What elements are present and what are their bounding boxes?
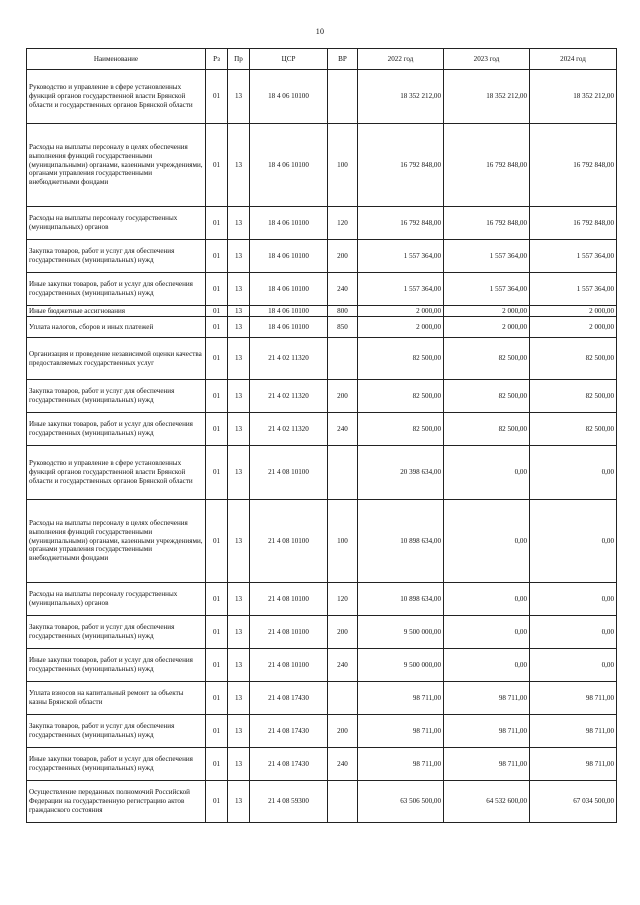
row-amount-2023: 1 557 364,00 — [444, 240, 530, 273]
row-amount-2022: 63 506 500,00 — [358, 781, 444, 823]
table-row — [27, 500, 617, 583]
row-vr: 200 — [328, 240, 358, 273]
row-rz: 01 — [206, 273, 228, 306]
row-name: Осуществление переданных полномочий Российской Федерации на государственную регистрацию актов гражданского состояния — [27, 781, 206, 823]
row-rz: 01 — [206, 380, 228, 413]
row-amount-2022: 82 500,00 — [358, 338, 444, 380]
row-amount-2022: 2 000,00 — [358, 306, 444, 317]
row-amount-2023: 16 792 848,00 — [444, 124, 530, 207]
row-amount-2024: 0,00 — [530, 616, 617, 649]
row-amount-2022: 10 898 634,00 — [358, 583, 444, 616]
row-csr: 21 4 08 10100 — [250, 500, 328, 583]
row-vr — [328, 338, 358, 380]
row-vr: 240 — [328, 273, 358, 306]
row-vr — [328, 781, 358, 823]
row-csr: 21 4 08 17430 — [250, 682, 328, 715]
row-vr: 120 — [328, 207, 358, 240]
row-amount-2024: 2 000,00 — [530, 317, 617, 338]
row-vr: 200 — [328, 380, 358, 413]
row-rz: 01 — [206, 682, 228, 715]
row-pr: 13 — [228, 124, 250, 207]
header-pr: Пр — [228, 49, 250, 70]
table-row — [27, 413, 617, 446]
row-amount-2024: 82 500,00 — [530, 380, 617, 413]
row-csr: 18 4 06 10100 — [250, 240, 328, 273]
row-amount-2022: 1 557 364,00 — [358, 273, 444, 306]
row-pr: 13 — [228, 583, 250, 616]
row-pr: 13 — [228, 715, 250, 748]
table-row — [27, 338, 617, 380]
row-rz: 01 — [206, 781, 228, 823]
row-amount-2024: 82 500,00 — [530, 413, 617, 446]
row-amount-2023: 16 792 848,00 — [444, 207, 530, 240]
row-amount-2022: 9 500 000,00 — [358, 616, 444, 649]
row-pr: 13 — [228, 207, 250, 240]
table-header-row — [27, 49, 617, 70]
row-rz: 01 — [206, 306, 228, 317]
row-pr: 13 — [228, 240, 250, 273]
row-csr: 18 4 06 10100 — [250, 124, 328, 207]
table-row — [27, 207, 617, 240]
budget-table — [26, 48, 617, 823]
row-vr: 240 — [328, 649, 358, 682]
row-csr: 21 4 08 17430 — [250, 748, 328, 781]
table-row — [27, 748, 617, 781]
row-vr: 850 — [328, 317, 358, 338]
row-csr: 21 4 08 59300 — [250, 781, 328, 823]
row-name: Расходы на выплаты персоналу в целях обеспечения выполнения функций государственными (муниципальными) органами, казенными учреждениями, органами управления государственными внебюджетными фондами — [27, 124, 206, 207]
row-name: Закупка товаров, работ и услуг для обеспечения государственных (муниципальных) нужд — [27, 715, 206, 748]
row-pr: 13 — [228, 446, 250, 500]
row-csr: 18 4 06 10100 — [250, 207, 328, 240]
table-row — [27, 616, 617, 649]
row-amount-2024: 98 711,00 — [530, 682, 617, 715]
row-vr — [328, 682, 358, 715]
row-amount-2022: 98 711,00 — [358, 715, 444, 748]
row-rz: 01 — [206, 317, 228, 338]
row-name: Расходы на выплаты персоналу в целях обеспечения выполнения функций государственными (муниципальными) органами, казенными учреждениями, органами управления государственными внебюджетными фондами — [27, 500, 206, 583]
table-row — [27, 583, 617, 616]
row-pr: 13 — [228, 70, 250, 124]
row-pr: 13 — [228, 413, 250, 446]
row-amount-2022: 10 898 634,00 — [358, 500, 444, 583]
row-csr: 21 4 08 10100 — [250, 649, 328, 682]
row-rz: 01 — [206, 616, 228, 649]
row-amount-2022: 2 000,00 — [358, 317, 444, 338]
row-amount-2024: 0,00 — [530, 583, 617, 616]
row-csr: 21 4 02 11320 — [250, 380, 328, 413]
row-csr: 21 4 08 10100 — [250, 583, 328, 616]
row-name: Руководство и управление в сфере установленных функций органов государственной власти Брянской области и государственных органов Брянской области — [27, 70, 206, 124]
row-amount-2024: 98 711,00 — [530, 748, 617, 781]
row-name: Иные закупки товаров, работ и услуг для обеспечения государственных (муниципальных) нужд — [27, 748, 206, 781]
row-pr: 13 — [228, 306, 250, 317]
row-amount-2024: 0,00 — [530, 446, 617, 500]
row-amount-2023: 0,00 — [444, 649, 530, 682]
row-name: Расходы на выплаты персоналу государственных (муниципальных) органов — [27, 583, 206, 616]
header-2024: 2024 год — [530, 49, 617, 70]
row-rz: 01 — [206, 715, 228, 748]
row-rz: 01 — [206, 124, 228, 207]
row-amount-2022: 18 352 212,00 — [358, 70, 444, 124]
table-row — [27, 649, 617, 682]
row-amount-2024: 98 711,00 — [530, 715, 617, 748]
row-amount-2023: 0,00 — [444, 616, 530, 649]
row-amount-2024: 0,00 — [530, 500, 617, 583]
header-2023: 2023 год — [444, 49, 530, 70]
row-csr: 18 4 06 10100 — [250, 317, 328, 338]
row-amount-2023: 0,00 — [444, 500, 530, 583]
table-row — [27, 124, 617, 207]
row-amount-2024: 18 352 212,00 — [530, 70, 617, 124]
table-row — [27, 715, 617, 748]
row-amount-2024: 1 557 364,00 — [530, 240, 617, 273]
row-pr: 13 — [228, 649, 250, 682]
row-amount-2022: 20 398 634,00 — [358, 446, 444, 500]
row-rz: 01 — [206, 207, 228, 240]
row-amount-2024: 67 034 500,00 — [530, 781, 617, 823]
header-2022: 2022 год — [358, 49, 444, 70]
header-csr: ЦСР — [250, 49, 328, 70]
row-amount-2023: 1 557 364,00 — [444, 273, 530, 306]
row-amount-2022: 98 711,00 — [358, 682, 444, 715]
row-name: Иные бюджетные ассигнования — [27, 306, 206, 317]
row-name: Уплата налогов, сборов и иных платежей — [27, 317, 206, 338]
row-amount-2022: 82 500,00 — [358, 413, 444, 446]
row-pr: 13 — [228, 682, 250, 715]
row-csr: 18 4 06 10100 — [250, 306, 328, 317]
table-row — [27, 781, 617, 823]
row-pr: 13 — [228, 500, 250, 583]
row-vr — [328, 70, 358, 124]
row-csr: 21 4 02 11320 — [250, 413, 328, 446]
row-vr: 100 — [328, 500, 358, 583]
row-amount-2023: 82 500,00 — [444, 413, 530, 446]
row-amount-2024: 82 500,00 — [530, 338, 617, 380]
row-amount-2022: 16 792 848,00 — [358, 207, 444, 240]
row-name: Уплата взносов на капитальный ремонт за объекты казны Брянской области — [27, 682, 206, 715]
row-amount-2024: 16 792 848,00 — [530, 207, 617, 240]
row-amount-2023: 2 000,00 — [444, 317, 530, 338]
row-name: Иные закупки товаров, работ и услуг для обеспечения государственных (муниципальных) нужд — [27, 273, 206, 306]
row-amount-2022: 82 500,00 — [358, 380, 444, 413]
row-name: Закупка товаров, работ и услуг для обеспечения государственных (муниципальных) нужд — [27, 240, 206, 273]
row-name: Закупка товаров, работ и услуг для обеспечения государственных (муниципальных) нужд — [27, 616, 206, 649]
row-vr — [328, 446, 358, 500]
row-amount-2023: 2 000,00 — [444, 306, 530, 317]
row-amount-2022: 16 792 848,00 — [358, 124, 444, 207]
row-vr: 200 — [328, 715, 358, 748]
row-name: Организация и проведение независимой оценки качества предоставляемых государственных услуг — [27, 338, 206, 380]
header-name: Наименование — [27, 49, 206, 70]
table-row — [27, 380, 617, 413]
table-row — [27, 682, 617, 715]
row-pr: 13 — [228, 781, 250, 823]
row-csr: 21 4 02 11320 — [250, 338, 328, 380]
row-amount-2022: 98 711,00 — [358, 748, 444, 781]
table-row — [27, 240, 617, 273]
row-amount-2024: 1 557 364,00 — [530, 273, 617, 306]
row-amount-2023: 18 352 212,00 — [444, 70, 530, 124]
row-vr: 240 — [328, 413, 358, 446]
row-csr: 18 4 06 10100 — [250, 273, 328, 306]
row-pr: 13 — [228, 380, 250, 413]
row-rz: 01 — [206, 240, 228, 273]
header-vr: ВР — [328, 49, 358, 70]
row-rz: 01 — [206, 413, 228, 446]
row-name: Расходы на выплаты персоналу государственных (муниципальных) органов — [27, 207, 206, 240]
row-csr: 21 4 08 10100 — [250, 446, 328, 500]
row-pr: 13 — [228, 616, 250, 649]
page-number: 10 — [315, 27, 325, 36]
row-amount-2024: 0,00 — [530, 649, 617, 682]
table-row — [27, 273, 617, 306]
row-rz: 01 — [206, 70, 228, 124]
row-rz: 01 — [206, 338, 228, 380]
row-name: Иные закупки товаров, работ и услуг для обеспечения государственных (муниципальных) нужд — [27, 649, 206, 682]
row-amount-2023: 0,00 — [444, 446, 530, 500]
row-vr: 100 — [328, 124, 358, 207]
row-amount-2023: 64 532 600,00 — [444, 781, 530, 823]
row-vr: 200 — [328, 616, 358, 649]
row-vr: 800 — [328, 306, 358, 317]
row-amount-2023: 0,00 — [444, 583, 530, 616]
row-pr: 13 — [228, 317, 250, 338]
table-row — [27, 446, 617, 500]
row-rz: 01 — [206, 446, 228, 500]
row-rz: 01 — [206, 649, 228, 682]
row-amount-2024: 2 000,00 — [530, 306, 617, 317]
row-amount-2023: 82 500,00 — [444, 338, 530, 380]
row-pr: 13 — [228, 273, 250, 306]
row-pr: 13 — [228, 748, 250, 781]
row-csr: 18 4 06 10100 — [250, 70, 328, 124]
row-vr: 240 — [328, 748, 358, 781]
row-pr: 13 — [228, 338, 250, 380]
row-amount-2022: 9 500 000,00 — [358, 649, 444, 682]
row-amount-2023: 98 711,00 — [444, 715, 530, 748]
table-row — [27, 317, 617, 338]
row-csr: 21 4 08 10100 — [250, 616, 328, 649]
row-name: Руководство и управление в сфере установленных функций органов государственной власти Брянской области и государственных органов Брянской области — [27, 446, 206, 500]
row-vr: 120 — [328, 583, 358, 616]
row-amount-2023: 82 500,00 — [444, 380, 530, 413]
row-amount-2022: 1 557 364,00 — [358, 240, 444, 273]
row-rz: 01 — [206, 748, 228, 781]
row-name: Закупка товаров, работ и услуг для обеспечения государственных (муниципальных) нужд — [27, 380, 206, 413]
row-amount-2023: 98 711,00 — [444, 748, 530, 781]
header-rz: Рз — [206, 49, 228, 70]
row-amount-2023: 98 711,00 — [444, 682, 530, 715]
row-csr: 21 4 08 17430 — [250, 715, 328, 748]
row-rz: 01 — [206, 583, 228, 616]
row-rz: 01 — [206, 500, 228, 583]
table-row — [27, 70, 617, 124]
row-amount-2024: 16 792 848,00 — [530, 124, 617, 207]
row-name: Иные закупки товаров, работ и услуг для обеспечения государственных (муниципальных) нужд — [27, 413, 206, 446]
table-row — [27, 306, 617, 317]
